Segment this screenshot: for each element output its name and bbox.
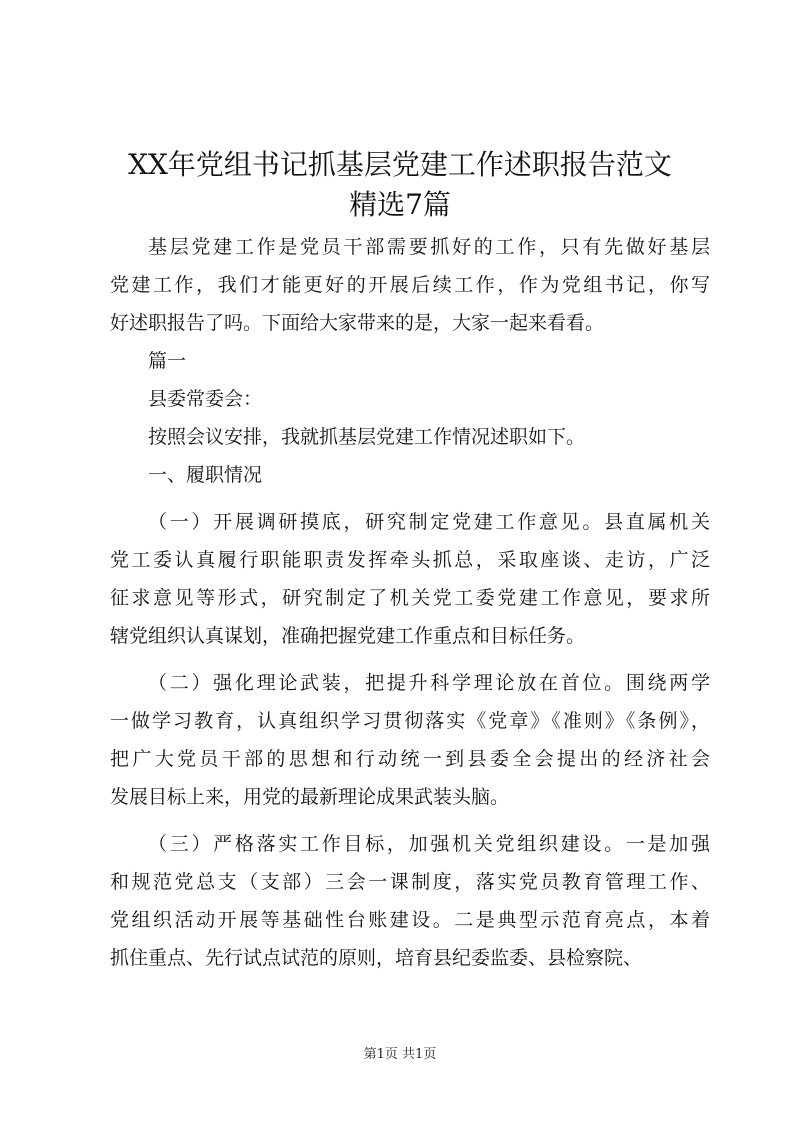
document-body	[110, 228, 710, 977]
paragraph-line: （三）严格落实工作目标，加强机关党组织建设。一是加强	[148, 833, 710, 855]
paragraph-line: 党组织活动开展等基础性台账建设。二是典型示范育亮点，本着	[110, 909, 710, 931]
paragraph-line: 按照会议安排，我就抓基层党建工作情况述职如下。	[148, 426, 586, 448]
document-title-line-1: XX年党组书记抓基层党建工作述职报告范文	[128, 148, 672, 181]
paragraph-gap	[110, 494, 710, 503]
paragraph-line: 抓住重点、先行试点试范的原则，培育县纪委监委、县检察院、	[110, 947, 643, 969]
paragraph	[110, 342, 710, 380]
document-title-line-2: 精选7篇	[349, 188, 451, 221]
paragraph-line: 一、履职情况	[148, 464, 263, 486]
paragraph	[110, 380, 710, 418]
paragraph	[110, 825, 710, 977]
paragraph-line: （二）强化理论武装，把提升科学理论放在首位。围绕两学	[148, 672, 710, 694]
paragraph	[110, 503, 710, 655]
page-footer: 第1页 共1页	[363, 1047, 437, 1062]
paragraph-gap	[110, 655, 710, 664]
paragraph-line: 把广大党员干部的思想和行动统一到县委全会提出的经济社会	[110, 748, 710, 770]
paragraph	[110, 456, 710, 494]
paragraph-line: 好述职报告了吗。下面给大家带来的是，大家一起来看看。	[110, 312, 605, 334]
paragraph-gap	[110, 816, 710, 825]
paragraph-line: 一做学习教育，认真组织学习贯彻落实《党章》《准则》《条例》，	[110, 710, 710, 732]
paragraph-line: 县委常委会：	[148, 388, 263, 410]
paragraph-line: （一）开展调研摸底，研究制定党建工作意见。县直属机关	[148, 511, 710, 533]
paragraph	[110, 418, 710, 456]
paragraph-line: 征求意见等形式，研究制定了机关党工委党建工作意见，要求所	[110, 587, 710, 609]
paragraph-line: 党建工作，我们才能更好的开展后续工作，作为党组书记，你写	[110, 274, 710, 296]
paragraph-line: 发展目标上来，用党的最新理论成果武装头脑。	[110, 786, 510, 808]
paragraph-line: 和规范党总支（支部）三会一课制度，落实党员教育管理工作、	[110, 871, 710, 893]
paragraph	[110, 664, 710, 816]
paragraph	[110, 228, 710, 342]
paragraph-line: 基层党建工作是党员干部需要抓好的工作，只有先做好基层	[148, 236, 710, 258]
paragraph-line: 辖党组织认真谋划，准确把握党建工作重点和目标任务。	[110, 625, 586, 647]
paragraph-line: 篇一	[148, 350, 187, 372]
paragraph-line: 党工委认真履行职能职责发挥牵头抓总，采取座谈、走访，广泛	[110, 549, 710, 571]
